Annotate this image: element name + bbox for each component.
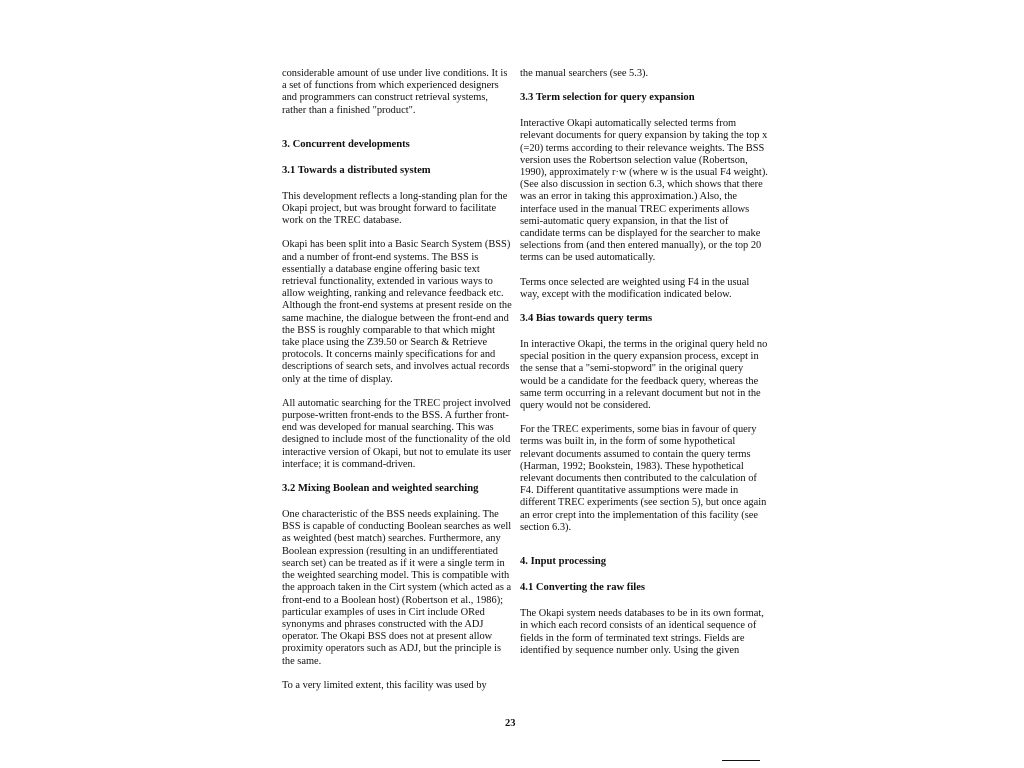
page-number: 23 [505,718,516,729]
paragraph-intro-continuation: considerable amount of use under live conditions. It is a set of functions from which experienced designers and programmers can construct retrieval systems, rather than a finished "product". [282,68,508,116]
paragraph-3-3-a: Interactive Okapi automatically selected terms from relevant documents for query expansion by taking the top x (=20) terms according to their relevance weights. The BSS version uses the Robertson selection value (Robertson, 1990), approximately r·w (where w is the usual F4 weight). (See also discussion in section 6.3, which shows that there was an error in taking this approximation.) Also, the interface used in the manual TREC experiments allows semi-automatic query expansion, in that the list of candidate terms can be displayed for the searcher to make selections from (and then entered manually), or the top 20 terms can be used automatically. [520,118,768,264]
left-column [282,68,514,704]
paragraph-3-2-a: One characteristic of the BSS needs explaining. The BSS is capable of conducting Boolean searches as well as weighted (best match) searches. Furthermore, any Boolean expression (resulting in an undifferentiated search set) can be treated as if it were a single term in the weighted searching model. This is compatible with the approach taken in the Cirt system (which acted as a front-end to a Boolean host) (Robertson et al., 1986); particular examples of uses in Cirt include ORed synonyms and phrases constructed with the ADJ operator. The Okapi BSS does not at present allow proximity operators such as ADJ, but the principle is the same. [282,509,512,667]
section-heading-3-3: 3.3 Term selection for query expansion [520,92,695,104]
footer-rule [722,760,760,761]
paragraph-3-4-a: In interactive Okapi, the terms in the original query held no special position in the query expansion process, except in the sense that a "semi-stopword" in the original query would be a candidate for the feedback query, whereas the same term occurring in a relevant document but not in the query would not be considered. [520,339,768,412]
section-heading-3-4: 3.4 Bias towards query terms [520,313,653,325]
section-heading-3-1: 3.1 Towards a distributed system [282,164,431,176]
right-column [520,68,768,669]
paragraph-3-1-b: Okapi has been split into a Basic Search System (BSS) and a number of front-end systems. The BSS is essentially a database engine offering basic text retrieval functionality, extended in various ways to allow weighting, ranking and relevance feedback etc. Although the front-end systems at present reside on the same machine, the dialogue between the front-end and the BSS is roughly comparable to that which might take place using the Z39.50 or Search & Retrieve protocols. It concerns mainly specifications for and descriptions of search sets, and involves actual records only at the time of display. [282,239,512,385]
section-heading-3: 3. Concurrent developments [282,138,410,150]
section-heading-4: 4. Input processing [520,556,607,568]
paragraph-3-1-c: All automatic searching for the TREC project involved purpose-written front-ends to the BSS. A further front-end was developed for manual searching. This was designed to include most of the functionality of the old interactive version of Okapi, but not to emulate its user interface; it is command-driven. [282,397,512,470]
section-heading-3-2: 3.2 Mixing Boolean and weighted searching [282,483,479,495]
paragraph-3-4-b: For the TREC experiments, some bias in favour of query terms was built in, in the form of some hypothetical relevant documents assumed to contain the query terms (Harman, 1992; Bookstein, 1983). These hypothetical relevant documents then contributed to the calculation of F4. Different quantitative assumptions were made in different TREC experiments (see section 5), but once again an error crept into the implementation of this facility (see section 6.3). [520,424,767,533]
paragraph-continuation: the manual searchers (see 5.3). [520,68,649,79]
paragraph-3-3-b: Terms once selected are weighted using F4 in the usual way, except with the modification indicated below. [520,276,750,300]
paragraph-3-1-a: This development reflects a long-standing plan for the Okapi project, but was brought forward to facilitate work on the TREC database. [282,190,508,227]
paragraph-3-2-b: To a very limited extent, this facility was used by [282,679,487,691]
section-heading-4-1: 4.1 Converting the raw files [520,582,646,594]
paragraph-4-1-a: The Okapi system needs databases to be in its own format, in which each record consists of an identical sequence of fields in the form of terminated text strings. Fields are identified by sequence number only. Using the given [520,608,764,656]
